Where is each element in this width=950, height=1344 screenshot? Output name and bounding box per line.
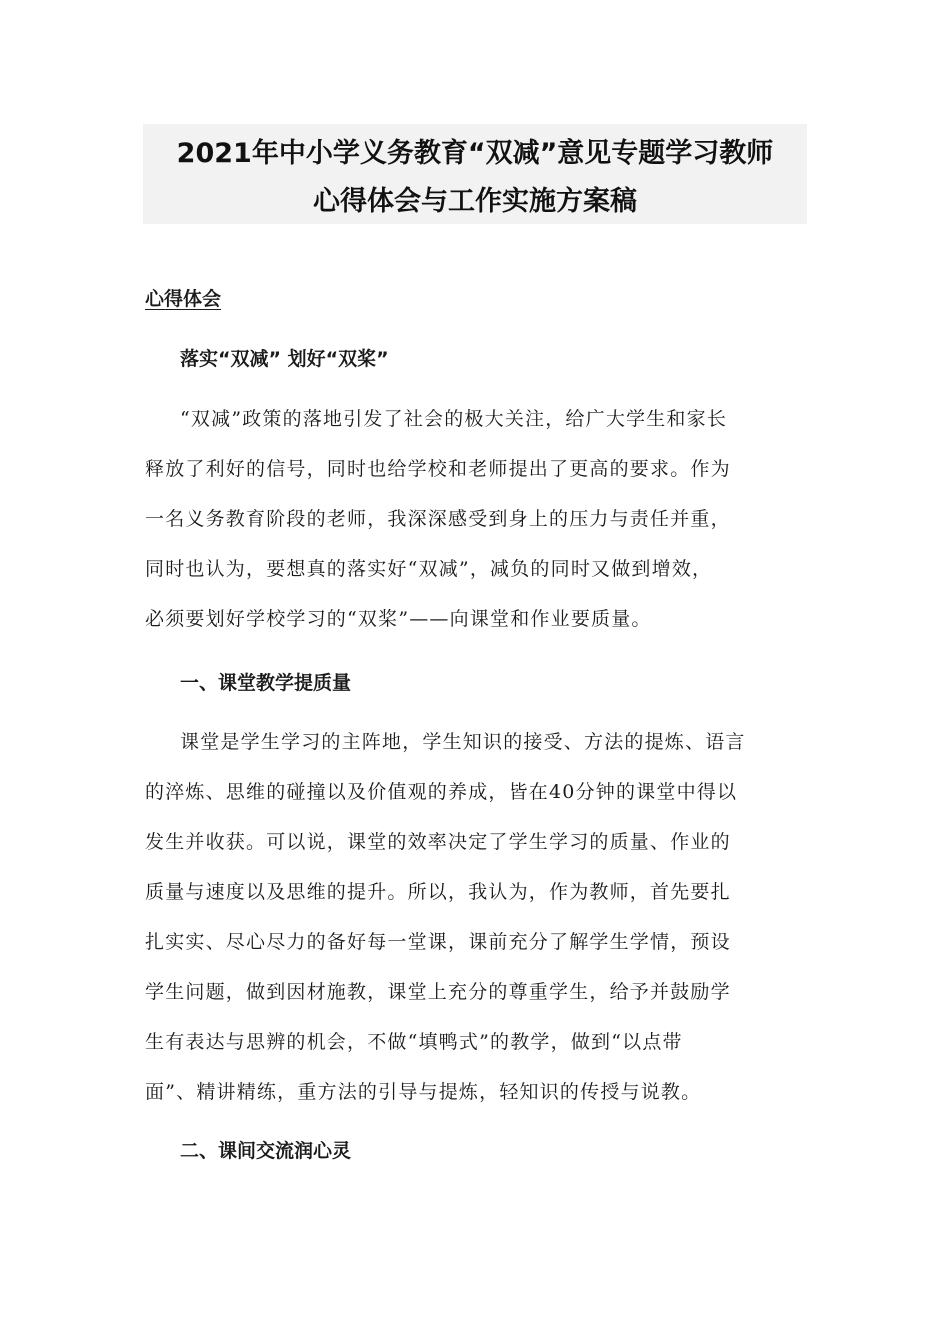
paragraph-line: 质量与速度以及思维的提升。所以，我认为，作为教师，首先要扎 xyxy=(145,881,731,903)
title-block xyxy=(143,124,807,224)
paragraph-line: 学生问题，做到因材施教，课堂上充分的尊重学生，给予并鼓励学 xyxy=(145,981,731,1003)
paragraph-line: 的淬炼、思维的碰撞以及价值观的养成，皆在40分钟的课堂中得以 xyxy=(145,781,738,803)
paragraph-line: 释放了利好的信号，同时也给学校和老师提出了更高的要求。作为 xyxy=(145,458,731,480)
paragraph-classroom xyxy=(145,724,805,1124)
paragraph-line: 一名义务教育阶段的老师，我深深感受到身上的压力与责任并重， xyxy=(145,508,731,530)
paragraph-line: 课堂是学生学习的主阵地，学生知识的接受、方法的提炼、语言 xyxy=(180,731,746,753)
subheading-section-1: 一、课堂教学提质量 xyxy=(180,672,352,694)
subheading-section-2: 二、课间交流润心灵 xyxy=(180,1140,352,1162)
paragraph-intro xyxy=(145,401,805,651)
paragraph-line: 生有表达与思辨的机会，不做“填鸭式”的教学，做到“以点带 xyxy=(145,1031,683,1053)
title-line-1: 2021年中小学义务教育“双减”意见专题学习教师 xyxy=(176,138,774,169)
subheading-main: 落实“双减” 划好“双桨” xyxy=(180,348,389,370)
title-line-2: 心得体会与工作实施方案稿 xyxy=(313,186,637,217)
paragraph-line: 同时也认为，要想真的落实好“双减”，减负的同时又做到增效， xyxy=(145,558,713,580)
paragraph-line: 发生并收获。可以说，课堂的效率决定了学生学习的质量、作业的 xyxy=(145,831,731,853)
paragraph-line: 面”、精讲精练，重方法的引导与提炼，轻知识的传授与说教。 xyxy=(145,1081,702,1103)
paragraph-line: “双减”政策的落地引发了社会的极大关注，给广大学生和家长 xyxy=(180,408,728,430)
paragraph-line: 扎实实、尽心尽力的备好每一堂课，课前充分了解学生学情，预设 xyxy=(145,931,731,953)
paragraph-line: 必须要划好学校学习的“双桨”——向课堂和作业要质量。 xyxy=(145,608,652,630)
section-label: 心得体会 xyxy=(145,288,222,310)
